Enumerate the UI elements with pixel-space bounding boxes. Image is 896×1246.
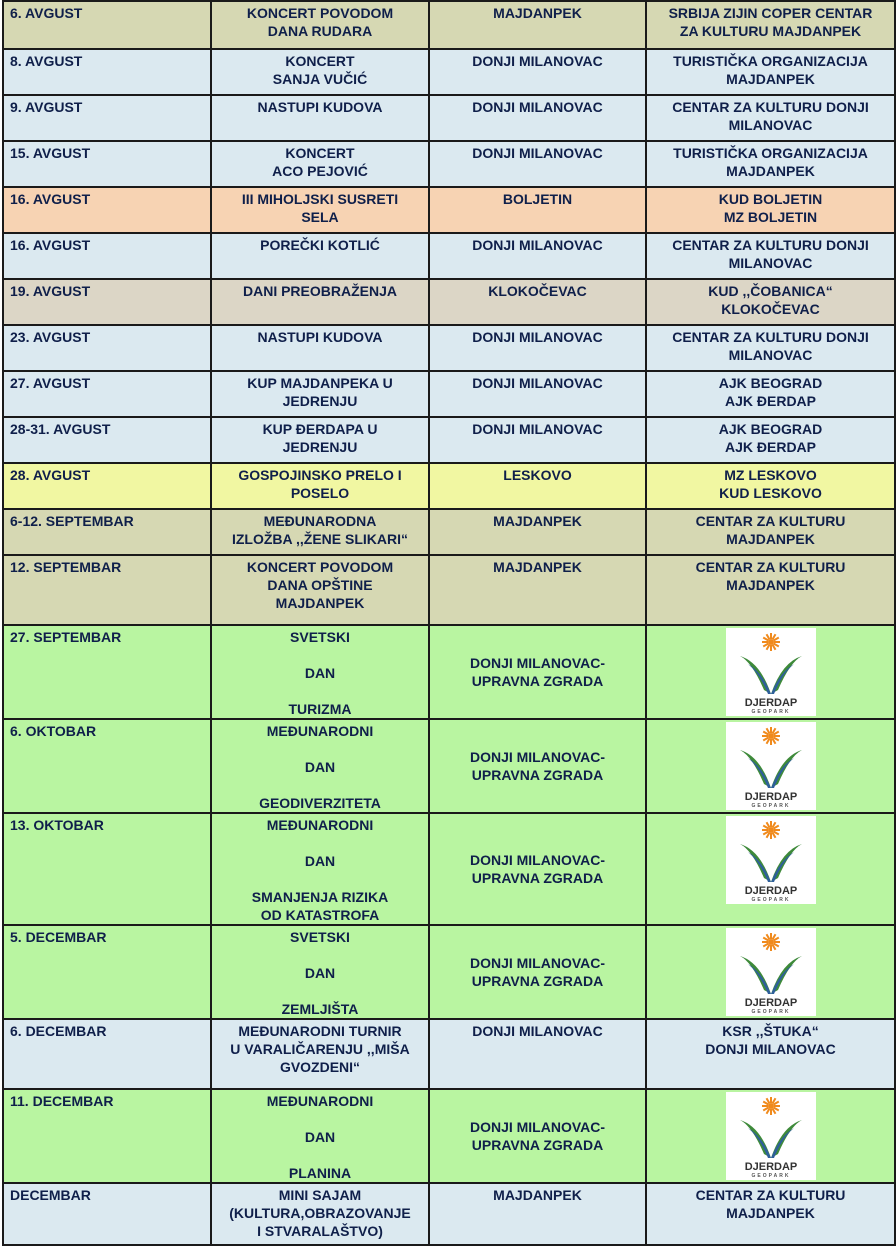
- event-date: 28-31. AVGUST: [3, 417, 211, 463]
- cell-line: CENTAR ZA KULTURU: [695, 559, 846, 575]
- cell-line: SMANJENJA RIZIKA: [251, 889, 389, 905]
- cell-line: DONJI MILANOVAC: [472, 421, 603, 437]
- cell-line: DONJI MILANOVAC-: [469, 655, 606, 671]
- cell-line: DAN: [304, 853, 336, 869]
- blank-line: [216, 1146, 424, 1164]
- event-place: [429, 463, 646, 509]
- cell-line: TURIZMA: [288, 701, 352, 717]
- cell-line: MAJDANPEK: [493, 559, 582, 575]
- event-title: [211, 279, 429, 325]
- cell-line: POSELO: [290, 485, 350, 501]
- event-place: [429, 509, 646, 555]
- event-title: [211, 187, 429, 233]
- event-title: [211, 417, 429, 463]
- blank-line: [216, 834, 424, 852]
- cell-line: AJK BEOGRAD: [718, 375, 823, 391]
- cell-line: POREČKI KOTLIĆ: [260, 237, 380, 253]
- event-date: 8. AVGUST: [3, 49, 211, 95]
- logo-sub: GEOPARK: [751, 803, 790, 809]
- event-organizer: [646, 719, 895, 813]
- djerdap-geopark-logo-icon: [726, 722, 816, 810]
- logo-name: DJERDAP: [744, 997, 797, 1009]
- cell-line: MAJDANPEK: [493, 513, 582, 529]
- event-organizer: [646, 1089, 895, 1183]
- cell-line: UPRAVNA ZGRADA: [471, 973, 604, 989]
- event-organizer: [646, 1, 895, 49]
- event-title: [211, 925, 429, 1019]
- cell-line: DONJI MILANOVAC-: [469, 749, 606, 765]
- event-place: [429, 49, 646, 95]
- djerdap-geopark-logo-icon: [726, 628, 816, 716]
- cell-line: MAJDANPEK: [726, 1205, 815, 1221]
- cell-line: KUP MAJDANPEKA U: [247, 375, 393, 391]
- cell-line: MEĐUNARODNI: [266, 723, 374, 739]
- cell-line: KONCERT: [285, 145, 355, 161]
- event-title: [211, 555, 429, 625]
- event-place: [429, 625, 646, 719]
- event-organizer: [646, 625, 895, 719]
- cell-line: DANA RUDARA: [267, 23, 373, 39]
- cell-line: GOSPOJINSKO PRELO I: [238, 467, 402, 483]
- cell-line: MEĐUNARODNI TURNIR: [238, 1023, 402, 1039]
- event-row: [3, 719, 895, 813]
- cell-line: TURISTIČKA ORGANIZACIJA: [673, 53, 868, 69]
- cell-line: MILANOVAC: [728, 347, 813, 363]
- event-organizer: [646, 509, 895, 555]
- event-organizer: [646, 417, 895, 463]
- cell-line: MEĐUNARODNI: [266, 817, 374, 833]
- cell-line: UPRAVNA ZGRADA: [471, 673, 604, 689]
- event-organizer: [646, 233, 895, 279]
- blank-line: [216, 870, 424, 888]
- event-organizer: [646, 813, 895, 925]
- event-date: 15. AVGUST: [3, 141, 211, 187]
- event-place: [429, 925, 646, 1019]
- event-organizer: [646, 279, 895, 325]
- events-table: [2, 0, 896, 1246]
- logo-name: DJERDAP: [744, 885, 797, 897]
- cell-line: NASTUPI KUDOVA: [257, 99, 383, 115]
- cell-line: DONJI MILANOVAC: [472, 237, 603, 253]
- cell-line: KLOKOČEVAC: [488, 283, 587, 299]
- event-organizer: [646, 49, 895, 95]
- logo-name: DJERDAP: [744, 791, 797, 803]
- event-organizer: [646, 95, 895, 141]
- event-organizer: [646, 1019, 895, 1089]
- event-date: 13. OKTOBAR: [3, 813, 211, 925]
- cell-line: DAN: [304, 665, 336, 681]
- event-row: [3, 187, 895, 233]
- cell-line: MILANOVAC: [728, 117, 813, 133]
- event-place: [429, 417, 646, 463]
- cell-line: DONJI MILANOVAC: [472, 375, 603, 391]
- cell-line: PLANINA: [288, 1165, 352, 1181]
- cell-line: DONJI MILANOVAC: [472, 99, 603, 115]
- cell-line: DONJI MILANOVAC: [472, 329, 603, 345]
- event-date: 6. DECEMBAR: [3, 1019, 211, 1089]
- event-title: [211, 813, 429, 925]
- cell-line: U VARALIČARENJU ,,MIŠA: [230, 1041, 410, 1057]
- cell-line: IZLOŽBA ,,ŽENE SLIKARI“: [231, 531, 409, 547]
- logo-name: DJERDAP: [744, 1161, 797, 1173]
- event-organizer: [646, 1183, 895, 1245]
- cell-line: SANJA VUČIĆ: [272, 71, 368, 87]
- cell-line: MAJDANPEK: [493, 1187, 582, 1203]
- event-date: 27. AVGUST: [3, 371, 211, 417]
- cell-line: CENTAR ZA KULTURU: [695, 1187, 846, 1203]
- cell-line: ZEMLJIŠTA: [281, 1001, 359, 1017]
- event-organizer: [646, 371, 895, 417]
- event-organizer: [646, 325, 895, 371]
- blank-line: [216, 776, 424, 794]
- event-title: [211, 49, 429, 95]
- cell-line: KLOKOČEVAC: [721, 301, 820, 317]
- cell-line: GVOZDENI“: [279, 1059, 361, 1075]
- cell-line: ZA KULTURU MAJDANPEK: [679, 23, 862, 39]
- cell-line: DONJI MILANOVAC-: [469, 852, 606, 868]
- cell-line: MZ LESKOVO: [724, 467, 817, 483]
- logo-name: DJERDAP: [744, 697, 797, 709]
- event-place: [429, 555, 646, 625]
- cell-line: ACO PEJOVIĆ: [272, 163, 368, 179]
- cell-line: MAJDANPEK: [726, 163, 815, 179]
- cell-line: DONJI MILANOVAC: [472, 53, 603, 69]
- event-place: [429, 233, 646, 279]
- event-title: [211, 141, 429, 187]
- djerdap-geopark-logo-icon: [726, 1092, 816, 1180]
- event-organizer: [646, 141, 895, 187]
- cell-line: TURISTIČKA ORGANIZACIJA: [673, 145, 868, 161]
- blank-line: [216, 740, 424, 758]
- event-title: [211, 719, 429, 813]
- event-title: [211, 1183, 429, 1245]
- cell-line: I STVARALAŠTVO): [257, 1223, 383, 1239]
- cell-line: LESKOVO: [503, 467, 572, 483]
- event-row: [3, 813, 895, 925]
- event-row: [3, 1183, 895, 1245]
- cell-line: KUD BOLJETIN: [718, 191, 823, 207]
- event-row: [3, 555, 895, 625]
- cell-line: DONJI MILANOVAC: [705, 1041, 836, 1057]
- event-date: DECEMBAR: [3, 1183, 211, 1245]
- cell-line: UPRAVNA ZGRADA: [471, 767, 604, 783]
- cell-line: MAJDANPEK: [726, 577, 815, 593]
- event-place: [429, 1183, 646, 1245]
- blank-line: [216, 646, 424, 664]
- event-date: 27. SEPTEMBAR: [3, 625, 211, 719]
- event-place: [429, 187, 646, 233]
- cell-line: KUP ĐERDAPA U: [262, 421, 378, 437]
- event-title: [211, 371, 429, 417]
- cell-line: KSR ,,ŠTUKA“: [722, 1023, 819, 1039]
- event-place: [429, 1019, 646, 1089]
- event-title: [211, 509, 429, 555]
- event-date: 23. AVGUST: [3, 325, 211, 371]
- event-row: [3, 463, 895, 509]
- logo-sub: GEOPARK: [751, 897, 790, 903]
- cell-line: JEDRENJU: [282, 393, 358, 409]
- blank-line: [216, 982, 424, 1000]
- cell-line: BOLJETIN: [502, 191, 573, 207]
- cell-line: UPRAVNA ZGRADA: [471, 870, 604, 886]
- logo-sub: GEOPARK: [751, 709, 790, 715]
- cell-line: MINI SAJAM: [278, 1187, 362, 1203]
- blank-line: [216, 682, 424, 700]
- event-title: [211, 463, 429, 509]
- cell-line: GEODIVERZITETA: [259, 795, 381, 811]
- cell-line: MEĐUNARODNI: [266, 1093, 374, 1109]
- event-row: [3, 371, 895, 417]
- cell-line: NASTUPI KUDOVA: [257, 329, 383, 345]
- event-title: [211, 1, 429, 49]
- event-title: [211, 625, 429, 719]
- cell-line: SELA: [301, 209, 339, 225]
- cell-line: SVETSKI: [290, 929, 350, 945]
- event-organizer: [646, 187, 895, 233]
- cell-line: MAJDANPEK: [493, 5, 582, 21]
- cell-line: MAJDANPEK: [726, 531, 815, 547]
- event-date: 16. AVGUST: [3, 187, 211, 233]
- cell-line: JEDRENJU: [282, 439, 358, 455]
- event-date: 6-12. SEPTEMBAR: [3, 509, 211, 555]
- event-title: [211, 95, 429, 141]
- event-place: [429, 371, 646, 417]
- cell-line: AJK ĐERDAP: [724, 439, 816, 455]
- event-place: [429, 1, 646, 49]
- blank-line: [216, 946, 424, 964]
- cell-line: OD KATASTROFA: [260, 907, 380, 923]
- cell-line: KONCERT: [285, 53, 355, 69]
- blank-line: [216, 1110, 424, 1128]
- cell-line: KUD ,,ČOBANICA“: [708, 283, 833, 299]
- events-calendar: [2, 0, 894, 1246]
- cell-line: III MIHOLJSKI SUSRETI: [241, 191, 399, 207]
- cell-line: KONCERT POVODOM: [246, 559, 394, 575]
- event-row: [3, 95, 895, 141]
- event-row: [3, 325, 895, 371]
- event-row: [3, 1019, 895, 1089]
- event-row: [3, 233, 895, 279]
- event-date: 5. DECEMBAR: [3, 925, 211, 1019]
- logo-sub: GEOPARK: [751, 1173, 790, 1179]
- djerdap-geopark-logo-icon: [726, 816, 816, 904]
- cell-line: KONCERT POVODOM: [246, 5, 394, 21]
- cell-line: DAN: [304, 965, 336, 981]
- cell-line: MAJDANPEK: [726, 71, 815, 87]
- cell-line: DANA OPŠTINE: [267, 577, 373, 593]
- event-place: [429, 1089, 646, 1183]
- cell-line: SRBIJA ZIJIN COPER CENTAR: [668, 5, 873, 21]
- cell-line: DAN: [304, 759, 336, 775]
- event-place: [429, 95, 646, 141]
- event-row: [3, 509, 895, 555]
- event-title: [211, 1019, 429, 1089]
- events-table-body: [3, 1, 895, 1245]
- cell-line: CENTAR ZA KULTURU DONJI: [672, 99, 869, 115]
- event-date: 16. AVGUST: [3, 233, 211, 279]
- event-date: 9. AVGUST: [3, 95, 211, 141]
- event-date: 19. AVGUST: [3, 279, 211, 325]
- event-place: [429, 141, 646, 187]
- cell-line: (KULTURA,OBRAZOVANJE: [229, 1205, 411, 1221]
- cell-line: DONJI MILANOVAC-: [469, 955, 606, 971]
- cell-line: DAN: [304, 1129, 336, 1145]
- cell-line: MZ BOLJETIN: [723, 209, 818, 225]
- cell-line: CENTAR ZA KULTURU: [695, 513, 846, 529]
- event-row: [3, 417, 895, 463]
- event-date: 6. OKTOBAR: [3, 719, 211, 813]
- event-row: [3, 925, 895, 1019]
- event-date: 28. AVGUST: [3, 463, 211, 509]
- cell-line: DONJI MILANOVAC: [472, 145, 603, 161]
- cell-line: DANI PREOBRAŽENJA: [242, 283, 397, 299]
- cell-line: CENTAR ZA KULTURU DONJI: [672, 329, 869, 345]
- event-organizer: [646, 925, 895, 1019]
- event-title: [211, 325, 429, 371]
- event-date: 11. DECEMBAR: [3, 1089, 211, 1183]
- event-title: [211, 1089, 429, 1183]
- event-row: [3, 1089, 895, 1183]
- event-place: [429, 719, 646, 813]
- cell-line: DONJI MILANOVAC: [472, 1023, 603, 1039]
- cell-line: MAJDANPEK: [275, 595, 365, 611]
- event-row: [3, 279, 895, 325]
- event-place: [429, 325, 646, 371]
- cell-line: SVETSKI: [290, 629, 350, 645]
- event-title: [211, 233, 429, 279]
- event-organizer: [646, 555, 895, 625]
- event-date: 12. SEPTEMBAR: [3, 555, 211, 625]
- djerdap-geopark-logo-icon: [726, 928, 816, 1016]
- event-place: [429, 279, 646, 325]
- event-place: [429, 813, 646, 925]
- cell-line: AJK BEOGRAD: [718, 421, 823, 437]
- cell-line: KUD LESKOVO: [719, 485, 822, 501]
- cell-line: MILANOVAC: [728, 255, 813, 271]
- event-date: 6. AVGUST: [3, 1, 211, 49]
- event-organizer: [646, 463, 895, 509]
- cell-line: UPRAVNA ZGRADA: [471, 1137, 604, 1153]
- event-row: [3, 1, 895, 49]
- event-row: [3, 141, 895, 187]
- event-row: [3, 625, 895, 719]
- logo-sub: GEOPARK: [751, 1009, 790, 1015]
- event-row: [3, 49, 895, 95]
- cell-line: MEĐUNARODNA: [263, 513, 377, 529]
- cell-line: AJK ĐERDAP: [724, 393, 816, 409]
- cell-line: DONJI MILANOVAC-: [469, 1119, 606, 1135]
- cell-line: CENTAR ZA KULTURU DONJI: [672, 237, 869, 253]
